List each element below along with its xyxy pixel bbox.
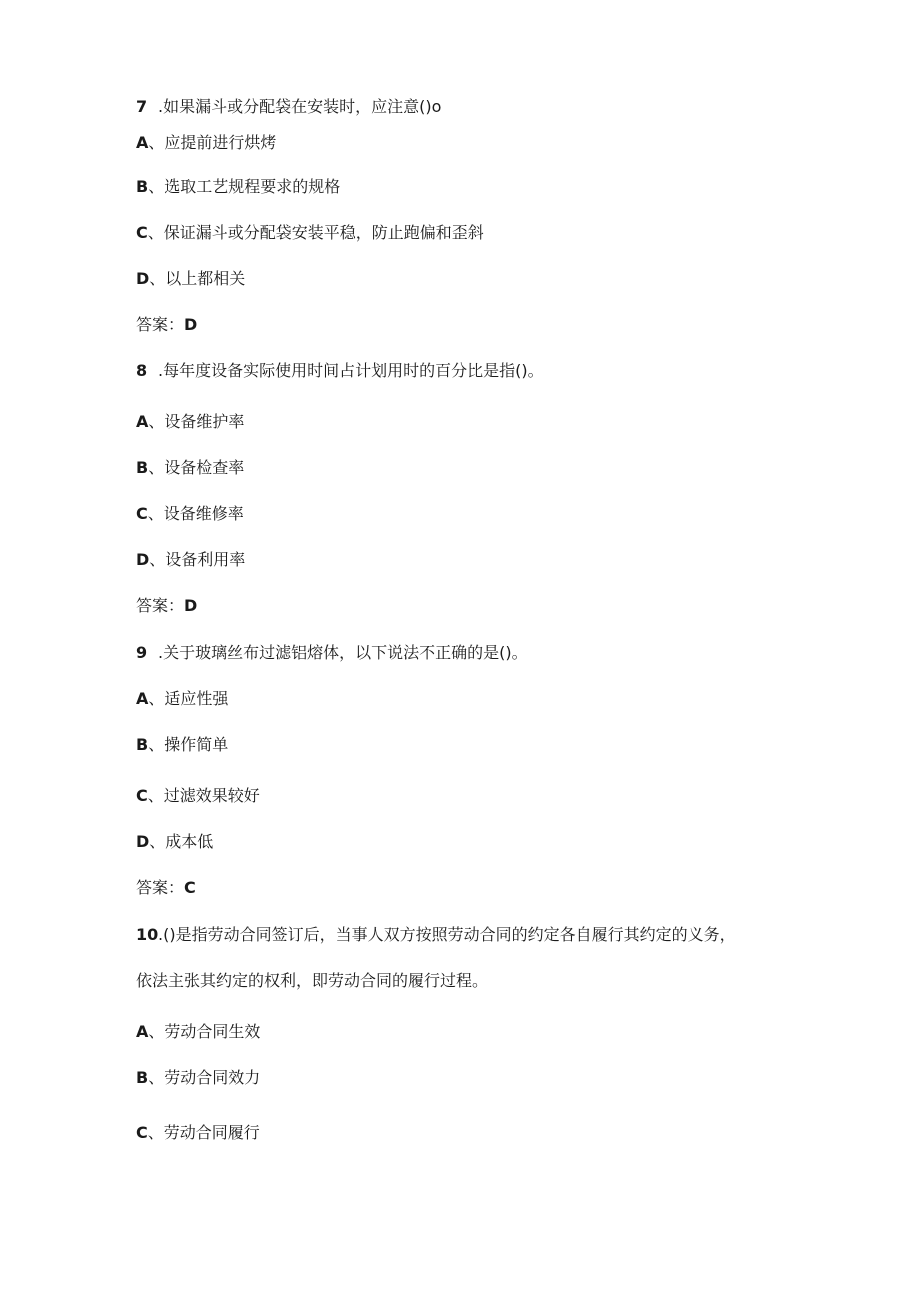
question-9 [136, 643, 528, 663]
option-key: C [136, 786, 148, 805]
option-key: A [136, 689, 149, 708]
option-key: C [136, 1123, 148, 1142]
question-7 [136, 97, 441, 117]
question-text: .()是指劳动合同签订后，当事人双方按照劳动合同的约定各自履行其约定的义务， [158, 925, 736, 944]
option-key: D [136, 269, 150, 288]
option-c [136, 504, 244, 524]
option-d [136, 550, 245, 570]
option-b [136, 177, 340, 197]
option-key: D [136, 550, 150, 569]
answer-label: 答案： [136, 315, 185, 334]
option-key: A [136, 412, 149, 431]
answer-value: D [184, 315, 198, 334]
option-text: 、设备检查率 [148, 458, 245, 477]
option-key: B [136, 1068, 149, 1087]
option-text: 、应提前进行烘烤 [148, 133, 277, 152]
question-number: 9 [136, 643, 148, 662]
option-d [136, 832, 213, 852]
question-number: 8 [136, 361, 148, 380]
option-text: 、设备维修率 [147, 504, 244, 523]
option-text: 、选取工艺规程要求的规格 [148, 177, 341, 196]
question-10 [136, 925, 736, 945]
option-a [136, 689, 228, 709]
option-key: B [136, 458, 149, 477]
question-text: .如果漏斗或分配袋在安装时，应注意()o [158, 97, 442, 116]
question-text: .关于玻璃丝布过滤铝熔体，以下说法不正确的是()。 [158, 643, 528, 662]
answer-value: D [184, 596, 198, 615]
option-text: 、保证漏斗或分配袋安装平稳，防止跑偏和歪斜 [147, 223, 484, 242]
option-key: A [136, 1022, 149, 1041]
question-number: 7 [136, 97, 148, 116]
option-c [136, 1123, 260, 1143]
answer-label: 答案： [136, 596, 185, 615]
option-d [136, 269, 245, 289]
option-key: B [136, 735, 149, 754]
option-text: 、以上都相关 [149, 269, 246, 288]
option-b [136, 458, 244, 478]
option-key: C [136, 223, 148, 242]
answer-value: C [184, 878, 196, 897]
option-text: 、劳动合同效力 [148, 1068, 261, 1087]
option-key: A [136, 133, 149, 152]
option-key: D [136, 832, 150, 851]
option-text: 、劳动合同履行 [147, 1123, 260, 1142]
option-text: 、适应性强 [148, 689, 229, 708]
option-b [136, 735, 228, 755]
option-a [136, 412, 244, 432]
question-number: 10 [136, 925, 159, 944]
option-key: C [136, 504, 148, 523]
question-8 [136, 361, 544, 381]
option-a [136, 1022, 260, 1042]
answer-line [136, 878, 196, 898]
option-c [136, 786, 260, 806]
answer-line [136, 596, 197, 616]
option-c [136, 223, 484, 243]
question-text-continuation: 依法主张其约定的权利，即劳动合同的履行过程。 [136, 971, 489, 990]
answer-label: 答案： [136, 878, 185, 897]
option-b [136, 1068, 260, 1088]
question-text: .每年度设备实际使用时间占计划用时的百分比是指()。 [158, 361, 544, 380]
option-text: 、过滤效果较好 [147, 786, 260, 805]
option-a [136, 133, 276, 153]
answer-line [136, 315, 197, 335]
option-text: 、设备维护率 [148, 412, 245, 431]
option-text: 、设备利用率 [149, 550, 246, 569]
option-text: 、劳动合同生效 [148, 1022, 261, 1041]
option-text: 、成本低 [149, 832, 214, 851]
option-key: B [136, 177, 149, 196]
option-text: 、操作简单 [148, 735, 229, 754]
